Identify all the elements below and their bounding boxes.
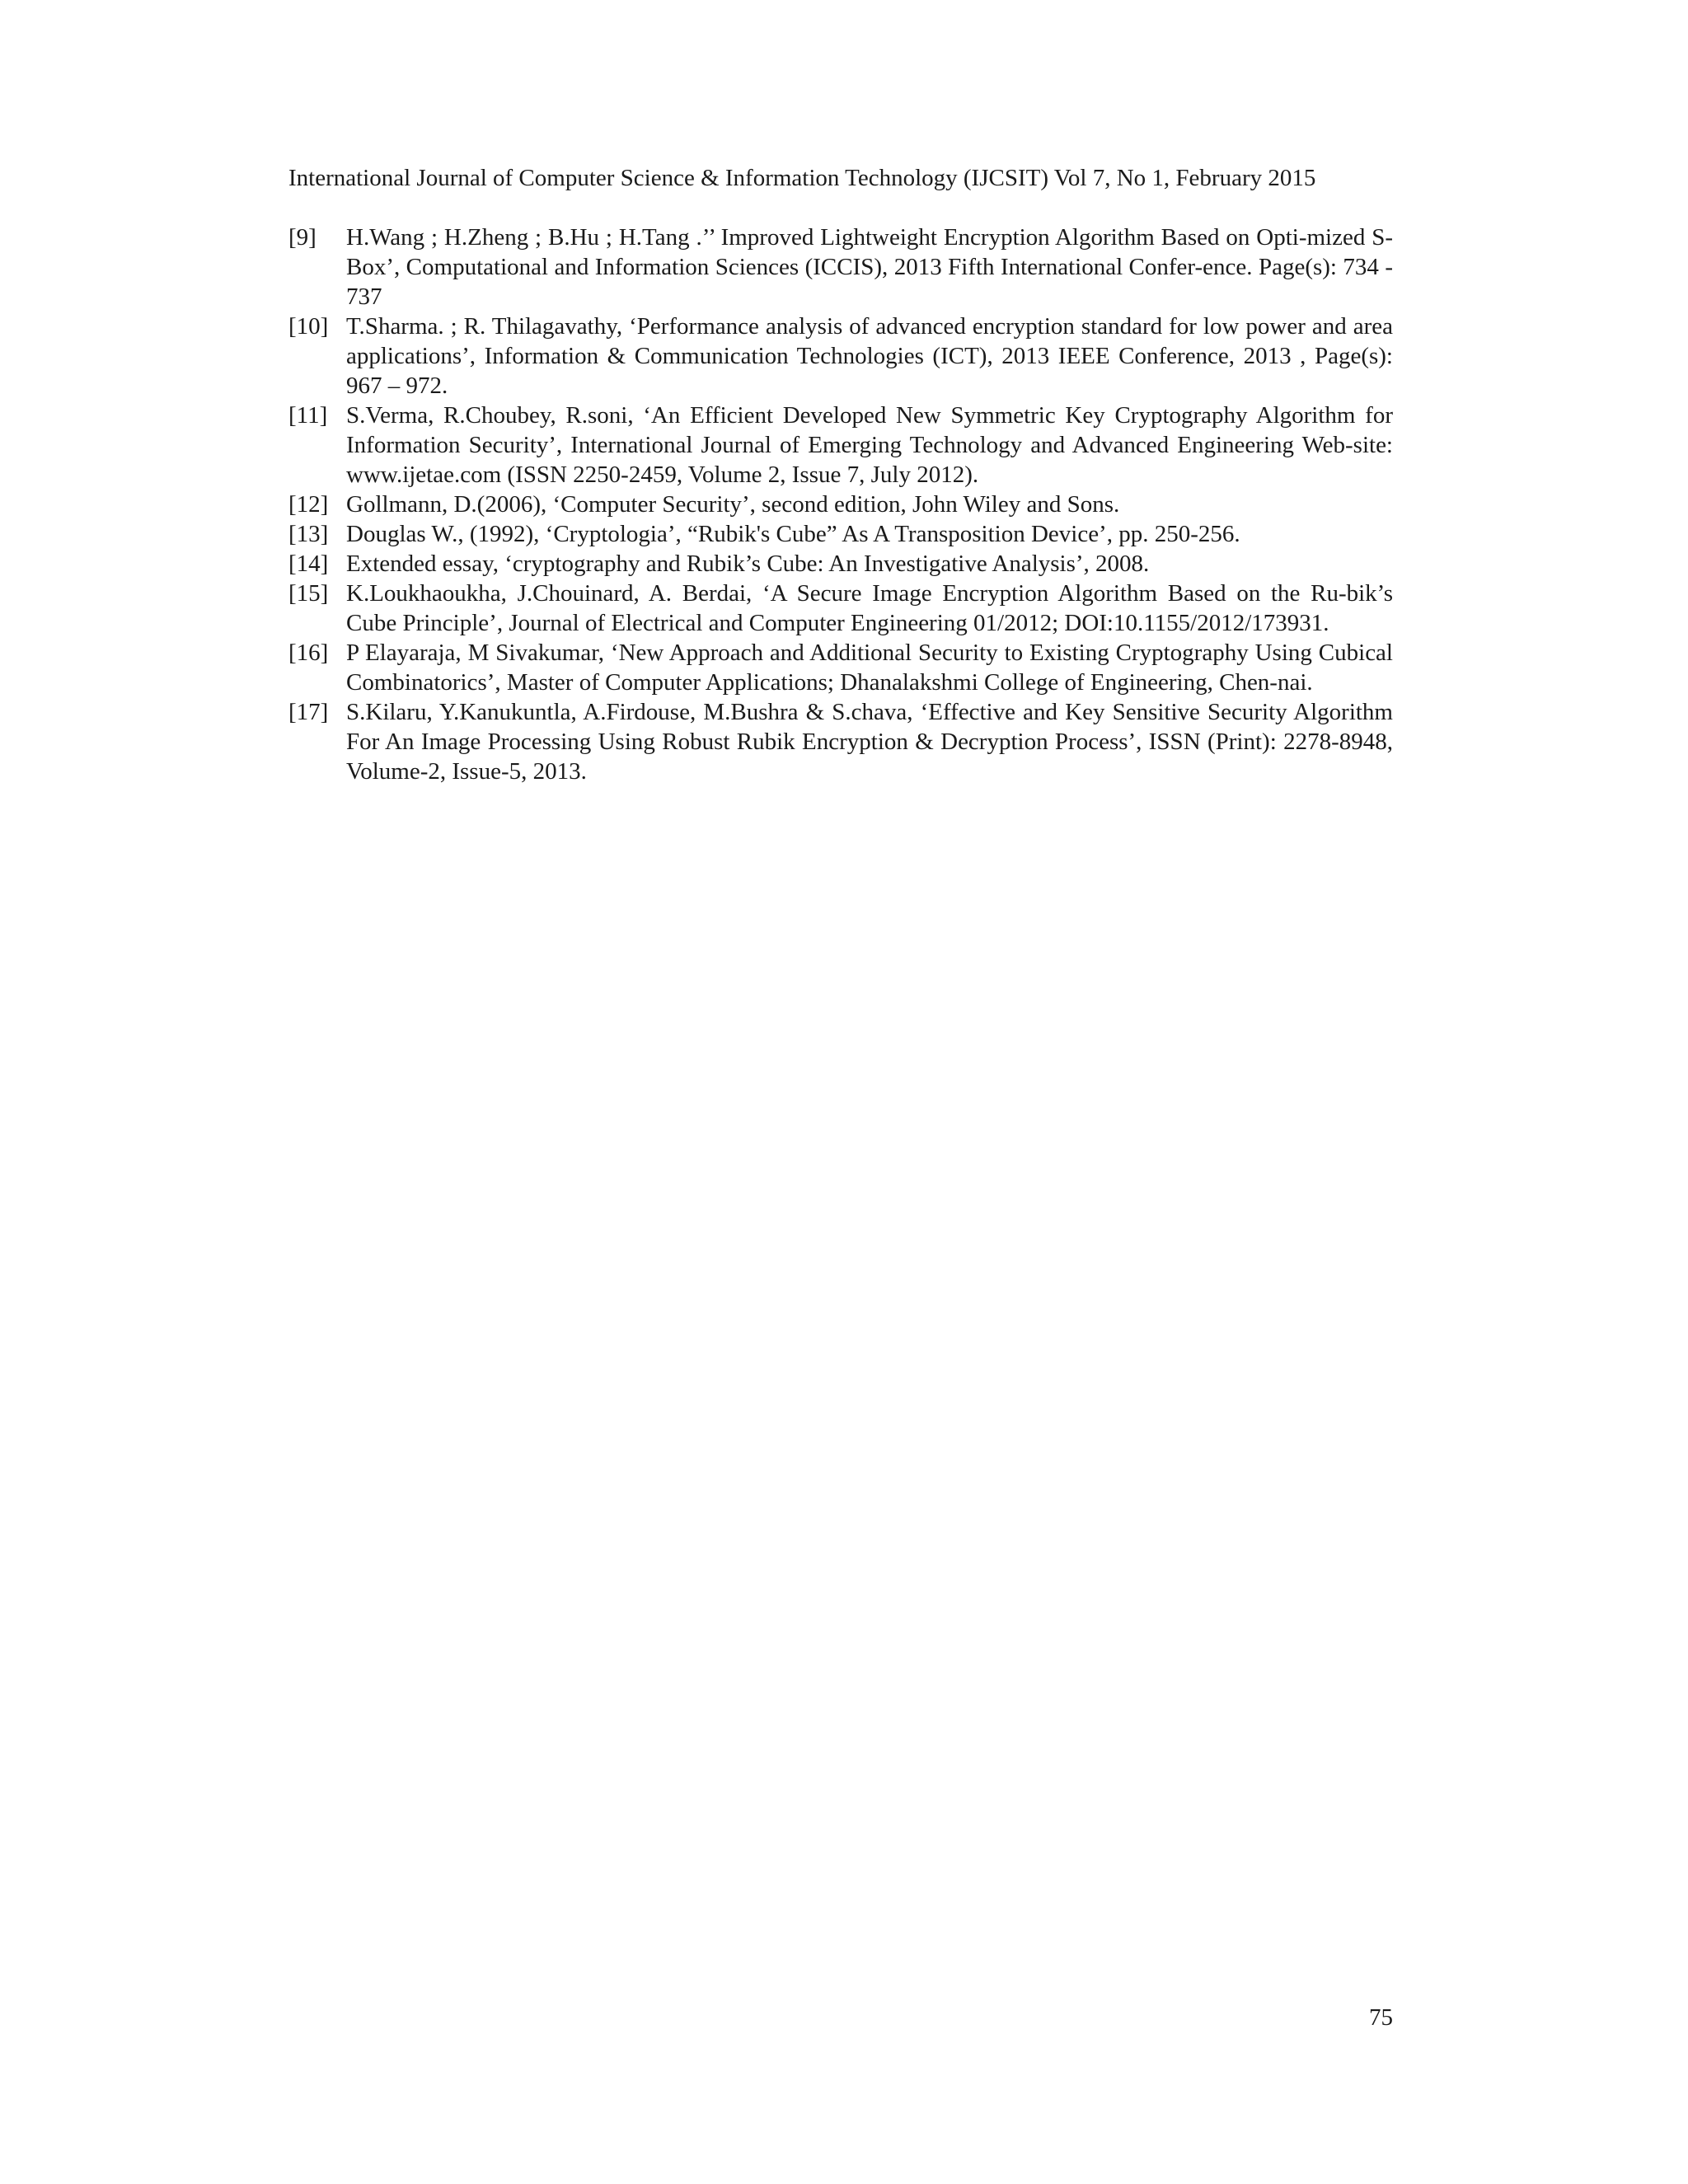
reference-list xyxy=(288,223,1393,786)
page-number: 75 xyxy=(1369,2004,1393,2031)
reference-number: [11] xyxy=(288,402,328,429)
reference-number: [10] xyxy=(288,313,329,340)
reference-number: [9] xyxy=(288,224,316,251)
reference-item-11 xyxy=(288,401,1393,490)
reference-text: Gollmann, D.(2006), ‘Computer Security’, second edition, John Wiley and Sons. xyxy=(346,491,1120,518)
reference-item-15 xyxy=(288,579,1393,638)
reference-text: Douglas W., (1992), ‘Cryptologia’, “Rubik's Cube” As A Transposition Device’, pp. 250-256. xyxy=(346,521,1240,547)
reference-item-13 xyxy=(288,519,1393,549)
reference-text: Extended essay, ‘cryptography and Rubik’s Cube: An Investigative Analysis’, 2008. xyxy=(346,551,1150,577)
reference-number: [16] xyxy=(288,640,329,666)
reference-item-9 xyxy=(288,223,1393,312)
running-header: International Journal of Computer Science & Information Technology (IJCSIT) Vol 7, No 1, February 2015 xyxy=(288,165,1316,191)
reference-number: [12] xyxy=(288,491,329,518)
reference-number: [15] xyxy=(288,580,329,607)
reference-item-12 xyxy=(288,490,1393,519)
reference-item-10 xyxy=(288,312,1393,401)
reference-text: K.Loukhaoukha, J.Chouinard, A. Berdai, ‘A Secure Image Encryption Algorithm Based on the Ru-bik’s Cube Principle’, Journal of Electrical and Computer Engineering 01/2012; DOI:10.1155/2012/173931. xyxy=(346,580,1393,636)
reference-text: P Elayaraja, M Sivakumar, ‘New Approach and Additional Security to Existing Cryptography Using Cubical Combinatorics’, Master of Computer Applications; Dhanalakshmi College of Engineering, Chen-nai. xyxy=(346,640,1393,696)
reference-number: [13] xyxy=(288,521,329,547)
reference-item-17 xyxy=(288,697,1393,786)
reference-item-16 xyxy=(288,638,1393,697)
reference-text: S.Verma, R.Choubey, R.soni, ‘An Efficient Developed New Symmetric Key Cryptography Algorithm for Information Security’, International Journal of Emerging Technology and Advanced Engineering Web-site: www.ijetae.com (ISSN 2250-2459, Volume 2, Issue 7, July 2012). xyxy=(346,402,1393,488)
reference-number: [14] xyxy=(288,551,329,577)
reference-number: [17] xyxy=(288,699,329,725)
reference-item-14 xyxy=(288,549,1393,579)
reference-text: H.Wang ; H.Zheng ; B.Hu ; H.Tang .’’ Improved Lightweight Encryption Algorithm Based on Opti-mized S-Box’, Computational and Information Sciences (ICCIS), 2013 Fifth International Confer-ence. Page(s): 734 - 737 xyxy=(346,224,1393,310)
reference-text: S.Kilaru, Y.Kanukuntla, A.Firdouse, M.Bushra & S.chava, ‘Effective and Key Sensitive Security Algorithm For An Image Processing Using Robust Rubik Encryption & Decryption Process’, ISSN (Print): 2278-8948, Volume-2, Issue-5, 2013. xyxy=(346,699,1393,785)
reference-text: T.Sharma. ; R. Thilagavathy, ‘Performance analysis of advanced encryption standard for low power and area applications’, Information & Communication Technologies (ICT), 2013 IEEE Conference, 2013 , Page(s): 967 – 972. xyxy=(346,313,1393,399)
